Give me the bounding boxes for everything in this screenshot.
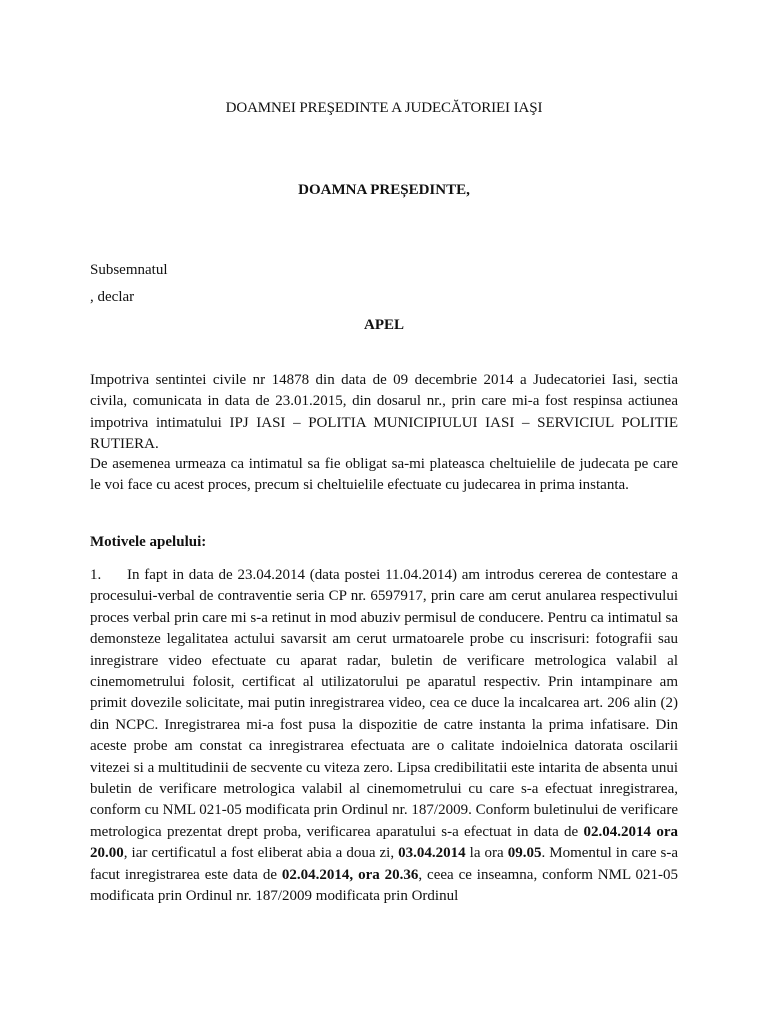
item-text-c: la ora [465, 845, 508, 862]
motive-heading: Motivele apelului: [90, 534, 207, 550]
item-text-e: , ceea ce inseamna, conform NML 021-05 modificata prin Ordinul nr. 187/2009 modificata prin Ordinul [90, 866, 678, 905]
salutation: DOAMNA PREȘEDINTE, [298, 182, 470, 198]
item-number: 1. [90, 567, 102, 583]
item-bold-2: 03.04.2014 [398, 845, 466, 862]
declar-label: , declar [90, 289, 135, 305]
apel-title: APEL [363, 317, 404, 333]
item-bold-3: 09.05 [507, 845, 542, 862]
item-text-d: . Momentul in care s-a facut inregistrarea este data de [90, 845, 679, 883]
addressee-heading: DOAMNEI PREŞEDINTE A JUDECĂTORIEI IAŞI [225, 100, 543, 116]
motive-item-1 [90, 565, 678, 908]
subsemnatul-label: Subsemnatul [90, 262, 168, 278]
item-text-b: , iar certificatul a fost eliberat abia a doua zi, [123, 845, 399, 862]
item-bold-4: 02.04.2014, ora 20.36 [281, 866, 419, 883]
paragraph-2: De asemenea urmeaza ca intimatul sa fie obligat sa-mi plateasca cheltuielile de judecata pe care le voi face cu acest proces, precum si cheltuielile efectuate cu judecarea in prima instanta. [90, 456, 678, 494]
paragraph-1: Impotriva sentintei civile nr 14878 din data de 09 decembrie 2014 a Judecatoriei Iasi, sectia civila, comunicata in data de 23.01.2015, din dosarul nr., prin care mi-a fost respinsa actiunea impotriva intimatului IPJ IASI – POLITIA MUNICIPIULUI IASI – SERVICIUL POLITIE RUTIERA. [90, 372, 678, 453]
item-text-a: In fapt in data de 23.04.2014 (data postei 11.04.2014) am introdus cererea de contestare a procesului-verbal de contraventie seria CP nr. 6597917, prin care am cerut anularea respectivului proces verbal prin care mi s-a retinut in mod abuziv permisul de conducere. Pentru ca intimatul sa demonsteze legalitatea actului savarsit am cerut urmatoarele probe cu inscrisuri: fotografii sau inregistrare video efectuate cu aparat radar, buletin de verificare metrologica valabil al cinemometrului folosit, certificat al utilizatorului pe aparatul respectiv. Prin intampinare am primit dovezile solicitate, mai putin inregistrarea video, cea ce duce la incalcarea art. 206 alin (2) din NCPC. Inregistrarea mi-a fost pusa la dispozitie de catre instanta la prima infatisare. Din aceste probe am constat ca inregistrarea efectuata are o calitate indoielnica datorata oscilarii vitezei si a multitudinii de secvente cu viteza zero. Lipsa credibilitatii este intarita de absenta unui buletin de verificare metrologica valabil al cinemometrului cu care s-a efectuat inregistrarea, conform cu NML 021-05 modificata prin Ordinul nr. 187/2009. Conform buletinului de verificare metrologica prezentat drept proba, verificarea aparatului s-a efectuat in data de [90, 567, 678, 840]
item-bold-1: 02.04.2014 ora 20.00 [90, 823, 678, 862]
